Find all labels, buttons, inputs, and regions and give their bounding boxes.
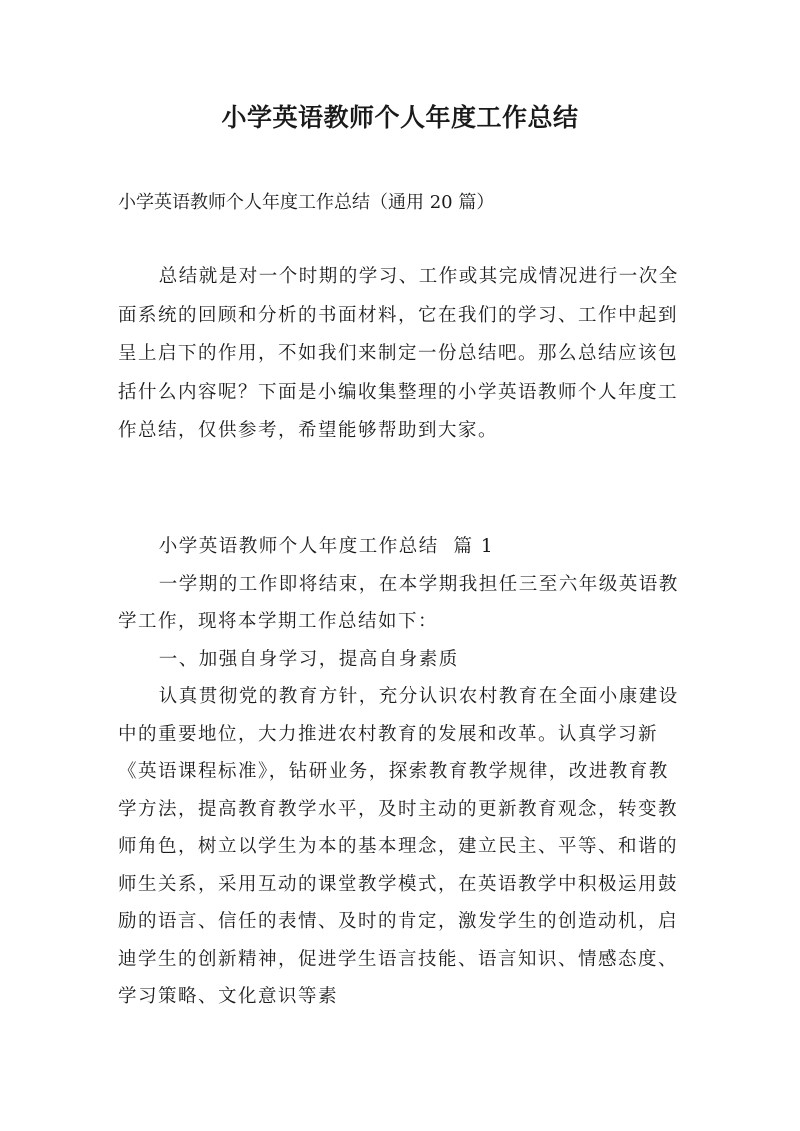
section-1 (118, 528, 688, 1016)
section-paragraph-1: 一学期的工作即将结束，在本学期我担任三至六年级英语教学工作，现将本学期工作总结如下： (118, 573, 679, 632)
intro-paragraph: 总结就是对一个时期的学习、工作或其完成情况进行一次全面系统的回顾和分析的书面材料，它在我们的学习、工作中起到呈上启下的作用，不如我们来制定一份总结吧。那么总结应该包括什么内容呢？下面是小编收集整理的小学英语教师个人年度工作总结，仅供参考，希望能够帮助到大家。 (118, 266, 679, 441)
section-heading: 小学英语教师个人年度工作总结 篇 1 (158, 536, 495, 557)
document-subtitle: 小学英语教师个人年度工作总结（通用 20 篇） (118, 192, 495, 213)
section-paragraph-2: 认真贯彻党的教育方针，充分认识农村教育在全面小康建设中的重要地位，大力推进农村教育的发展和改革。认真学习新《英语课程标准》，钻研业务，探索教育教学规律，改进教育教学方法，提高教育教学水平，及时主动的更新教育观念，转变教师角色，树立以学生为本的基本理念，建立民主、平等、和谐的师生关系，采用互动的课堂教学模式，在英语教学中积极运用鼓励的语言、信任的表情、及时的肯定，激发学生的创造动机，启迪学生的创新精神，促进学生语言技能、语言知识、情感态度、学习策略、文化意识等素 (118, 686, 679, 1007)
section-subheading: 一、加强自身学习，提高自身素质 (158, 648, 459, 670)
document-title: 小学英语教师个人年度工作总结 (221, 103, 579, 132)
